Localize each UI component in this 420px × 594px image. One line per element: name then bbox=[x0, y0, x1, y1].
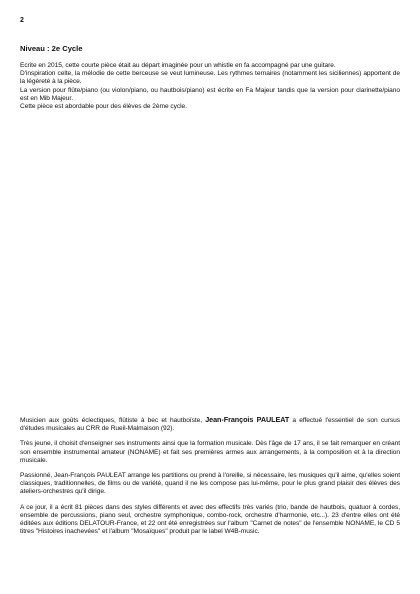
bio-paragraph: Passionné, Jean-François PAULEAT arrange les partitions ou prend à l'oreille, si nécessaire, les musiques qu'il aime, qu'elles soient classiques, traditionnelles, de films ou de variété, quand il ne les compose pas lui-même, pour le plus grand plaisir des élèves des ateliers-orchestres qu'il dirige. bbox=[20, 472, 400, 496]
description-paragraph: Ecrite en 2015, cette courte pièce était au départ imaginée pour un whistle en fa accompagné par une guitare. bbox=[20, 62, 336, 69]
description-paragraph: Cette pièce est abordable pour des élèves de 2ème cycle. bbox=[20, 103, 187, 111]
description-paragraph: D'inspiration celte, la mélodie de cette berceuse se veut lumineuse. Les rythmes ternaires (notamment les siciliennes) apportent de la légèreté à la pièce. bbox=[20, 70, 400, 86]
bio-paragraph bbox=[20, 416, 400, 433]
composer-biography bbox=[20, 416, 400, 543]
bio-paragraph: Très jeune, il choisit d'enseigner ses instruments ainsi que la formation musicale. Dès l'âge de 17 ans, il se fait remarquer en créant son ensemble instrumental amateur (NONAME) et fait ses premières armes aux arrangements, à la composition et à la direction musicale. bbox=[20, 440, 400, 464]
description-paragraph: La version pour flûte/piano (ou violon/piano, ou hautbois/piano) est écrite en Fa Majeur tandis que la version pour clarinette/piano est en Mib Majeur. bbox=[20, 86, 400, 102]
piece-description bbox=[20, 62, 400, 111]
composer-name: Jean-François PAULEAT bbox=[205, 415, 290, 424]
level-heading: Niveau : 2e Cycle bbox=[20, 44, 83, 53]
bio-text: Musicien aux goûts éclectiques, flûtiste à bec et hautboïste, bbox=[20, 417, 206, 424]
bio-paragraph: A ce jour, il a écrit 81 pièces dans des styles différents et avec des effectifs très variés (trio, bande de hautbois, quatuor à cordes, ensemble de percussions, piano seul, orchestre symphonique, combo-rock, orchestre d'harmonie, etc...). 23 d'entre elles ont été éditées aux éditions DELATOUR-France, et 22 ont été enregistrées sur l'album "Carnet de notes" de l'ensemble NONAME, le CD 5 titres "Histoires inachevées" et l'album "Mosaïques" produit par le label W4B-music. bbox=[20, 503, 400, 536]
bio-text: a effectué l'essentiel de son cursus d'études musicales au CRR de Rueil-Malmaison (92). bbox=[20, 417, 400, 433]
page-number: 2 bbox=[20, 17, 24, 24]
